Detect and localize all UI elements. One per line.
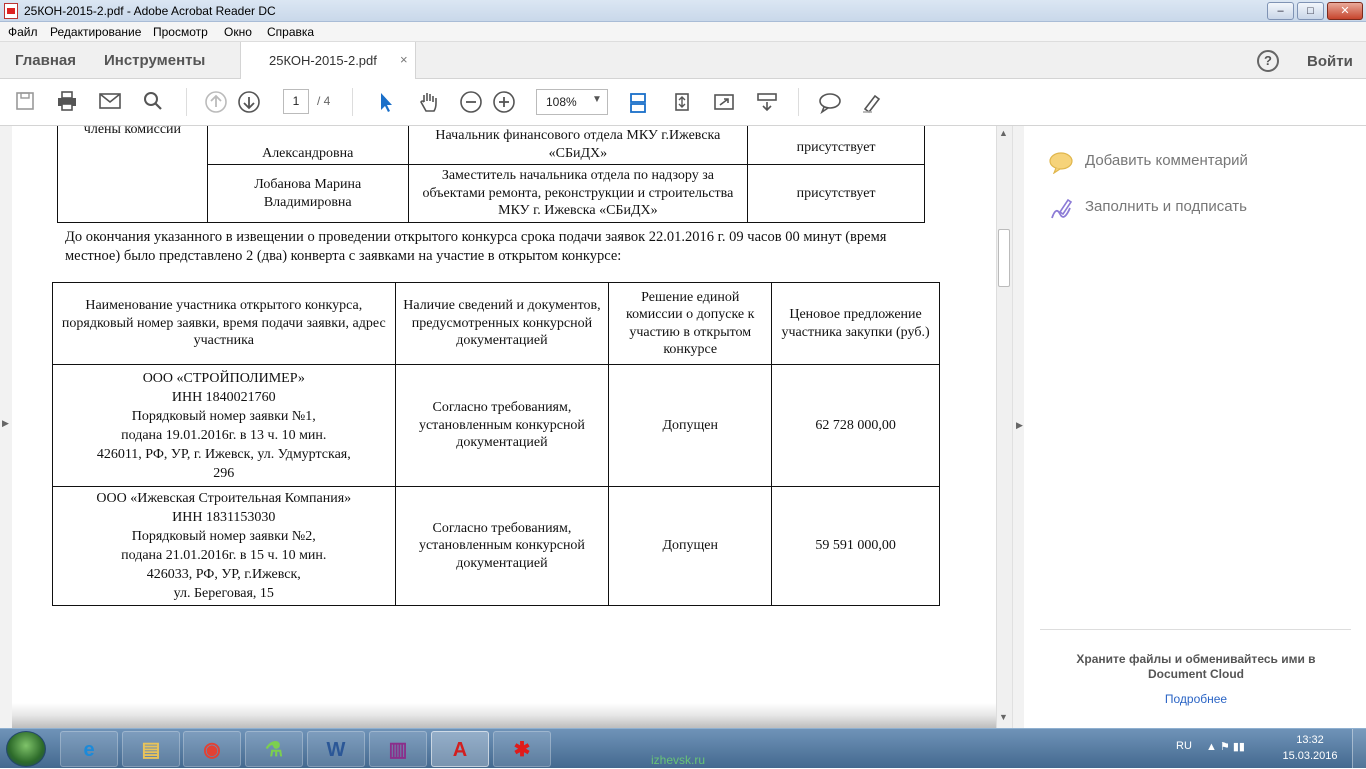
close-tab-icon[interactable]: × <box>400 52 408 67</box>
page-total-label: / 4 <box>317 94 331 108</box>
full-screen-icon[interactable] <box>711 90 737 116</box>
tab-bar <box>0 42 1366 79</box>
header-docs: Наличие сведений и документов, предусмотренных конкурсной документацией <box>395 283 609 365</box>
tab-tools[interactable]: Инструменты <box>104 52 206 69</box>
show-desktop-button[interactable] <box>1352 729 1366 769</box>
docs-cell: Согласно требованиям, установленным конкурсной документацией <box>395 487 609 606</box>
toolbar-divider <box>352 88 353 116</box>
scroll-mode-icon[interactable] <box>754 90 780 116</box>
menu-window[interactable]: Окно <box>224 25 252 39</box>
bids-table <box>52 282 940 606</box>
utility-app-icon[interactable]: ⚗ <box>245 731 303 767</box>
docs-cell: Согласно требованиям, установленным конкурсной документацией <box>395 365 609 487</box>
page-edge-shadow <box>12 686 996 728</box>
menu-bar <box>0 22 1366 42</box>
learn-more-link[interactable]: Подробнее <box>1164 692 1228 706</box>
close-window-button[interactable]: ✕ <box>1327 2 1363 20</box>
zoom-in-icon[interactable] <box>491 90 517 116</box>
tools-pane <box>1024 126 1366 728</box>
commission-table <box>57 126 925 223</box>
chevron-down-icon: ▼ <box>592 94 602 105</box>
participant-cell <box>53 487 396 606</box>
toolbar <box>0 80 1366 126</box>
watermark-text: izhevsk.ru <box>651 753 706 767</box>
header-participant: Наименование участника открытого конкурса, порядковый номер заявки, время подачи заявки, адрес участника <box>53 283 396 365</box>
fill-sign-label: Заполнить и подписать <box>1085 198 1247 215</box>
menu-edit[interactable]: Редактирование <box>50 25 142 39</box>
language-indicator[interactable]: RU <box>1176 740 1192 752</box>
collapse-right-icon: ▶ <box>1016 420 1023 430</box>
clock-date[interactable]: 15.03.2016 <box>1282 750 1338 762</box>
select-cursor-icon[interactable] <box>373 90 399 116</box>
highlight-pen-icon[interactable] <box>859 90 885 116</box>
header-decision: Решение единой комиссии о допуске к участию в открытом конкурсе <box>609 283 772 365</box>
maximize-button[interactable]: □ <box>1297 2 1324 20</box>
zoom-out-icon[interactable] <box>458 90 484 116</box>
window-title: 25КОН-2015-2.pdf - Adobe Acrobat Reader DC <box>24 4 276 18</box>
hand-tool-icon[interactable] <box>416 90 442 116</box>
participant-line: ИНН 1831153030 <box>172 510 276 525</box>
participant-line: подана 19.01.2016г. в 13 ч. 10 мин. <box>121 427 327 443</box>
help-icon[interactable]: ? <box>1257 50 1279 72</box>
title-bar <box>0 0 1366 22</box>
member-position: Начальник финансового отдела МКУ г.Ижевска «СБиДХ» <box>408 126 748 165</box>
document-viewer[interactable] <box>0 126 1012 728</box>
member-name: Лобанова Марина Владимировна <box>207 165 408 223</box>
red-splat-app-icon[interactable]: ✱ <box>493 731 551 767</box>
internet-explorer-icon[interactable]: e <box>60 731 118 767</box>
panel-divider <box>1040 629 1351 630</box>
participant-line: Порядковый номер заявки №2, <box>131 529 316 544</box>
table-row <box>53 487 940 606</box>
document-cloud-promo: Храните файлы и обменивайтесь ими в Document Cloud <box>1076 652 1316 681</box>
price-cell: 59 591 000,00 <box>772 487 940 606</box>
participant-line: ИНН 1840021760 <box>171 389 276 405</box>
toolbar-divider <box>186 88 187 116</box>
email-icon[interactable] <box>97 90 123 116</box>
menu-help[interactable]: Справка <box>267 25 315 39</box>
tab-document[interactable] <box>240 42 416 79</box>
next-page-icon[interactable] <box>236 90 262 116</box>
sign-in-button[interactable]: Войти <box>1307 53 1353 70</box>
windows-taskbar <box>0 728 1366 768</box>
fill-sign-pen-icon <box>1048 196 1072 220</box>
participant-line: 426011, РФ, УР, г. Ижевск, ул. Удмуртская, <box>96 446 351 462</box>
chrome-icon[interactable]: ◉ <box>183 731 241 767</box>
participant-cell <box>53 365 396 487</box>
fit-page-icon[interactable] <box>669 90 695 116</box>
start-button-windows-icon[interactable] <box>6 731 46 767</box>
minimize-button[interactable]: – <box>1267 2 1294 20</box>
clock-time[interactable]: 13:32 <box>1296 734 1324 746</box>
vertical-scrollbar[interactable] <box>996 126 1012 728</box>
expand-left-icon: ▶ <box>2 418 9 428</box>
page-layout-icon[interactable] <box>625 90 651 116</box>
document-tab-label: 25КОН-2015-2.pdf <box>269 53 377 68</box>
zoom-value: 108% <box>546 95 577 109</box>
print-icon[interactable] <box>54 90 80 116</box>
page-number-input[interactable]: 1 <box>283 89 309 114</box>
word-icon[interactable]: W <box>307 731 365 767</box>
menu-view[interactable]: Просмотр <box>153 25 208 39</box>
commission-label: члены комиссии <box>58 126 208 223</box>
member-position: Заместитель начальника отдела по надзору за объектами ремонта, реконструкции и строительства МКУ г. Ижевска «СБиДХ» <box>408 165 748 223</box>
member-status: присутствует <box>748 165 925 223</box>
participant-line: ООО «СТРОЙПОЛИМЕР» <box>142 370 305 386</box>
add-comment-label: Добавить комментарий <box>1085 152 1248 169</box>
scroll-down-icon[interactable]: ▼ <box>999 712 1008 722</box>
scroll-up-icon[interactable]: ▲ <box>999 128 1008 138</box>
right-pane-toggle[interactable] <box>1012 126 1024 728</box>
toolbar-divider <box>798 88 799 116</box>
table-row <box>53 365 940 487</box>
file-explorer-icon[interactable]: ▤ <box>122 731 180 767</box>
participant-line: ООО «Ижевская Строительная Компания» <box>96 491 352 506</box>
table-header-row <box>53 283 940 365</box>
winrar-icon[interactable]: ▥ <box>369 731 427 767</box>
left-pane-toggle[interactable] <box>0 126 12 728</box>
comment-icon[interactable] <box>817 90 843 116</box>
zoom-select[interactable] <box>536 89 608 115</box>
search-icon[interactable] <box>140 90 166 116</box>
participant-line: Порядковый номер заявки №1, <box>131 408 316 424</box>
comment-bubble-icon <box>1048 150 1072 174</box>
scrollbar-thumb[interactable] <box>998 229 1010 287</box>
pdf-page <box>12 126 996 686</box>
intro-paragraph: До окончания указанного в извещении о проведении открытого конкурса срока подачи заявок 22.01.2016 г. 09 часов 00 минут (время местное) было представлено 2 (два) конверта с заявками на участие в открытом конкурсе: <box>65 229 887 264</box>
acrobat-pdf-icon <box>4 3 18 19</box>
member-status: присутствует <box>748 126 925 165</box>
system-tray-icons[interactable]: ▲ ⚑ ▮▮ <box>1206 741 1245 753</box>
decision-cell: Допущен <box>609 487 772 606</box>
participant-line: подана 21.01.2016г. в 15 ч. 10 мин. <box>121 548 327 563</box>
participant-line: 296 <box>213 465 235 481</box>
header-price: Ценовое предложение участника закупки (руб.) <box>772 283 940 365</box>
participant-line: 426033, РФ, УР, г.Ижевск, <box>146 567 301 582</box>
member-name: Александровна <box>207 126 408 165</box>
acrobat-icon[interactable]: A <box>431 731 489 767</box>
save-icon[interactable] <box>12 90 38 116</box>
decision-cell: Допущен <box>609 365 772 487</box>
tab-home[interactable]: Главная <box>15 52 77 69</box>
participant-line: ул. Береговая, 15 <box>173 586 274 601</box>
table-row <box>58 126 925 165</box>
menu-file[interactable]: Файл <box>8 25 38 39</box>
previous-page-icon[interactable] <box>203 90 229 116</box>
price-cell: 62 728 000,00 <box>772 365 940 487</box>
